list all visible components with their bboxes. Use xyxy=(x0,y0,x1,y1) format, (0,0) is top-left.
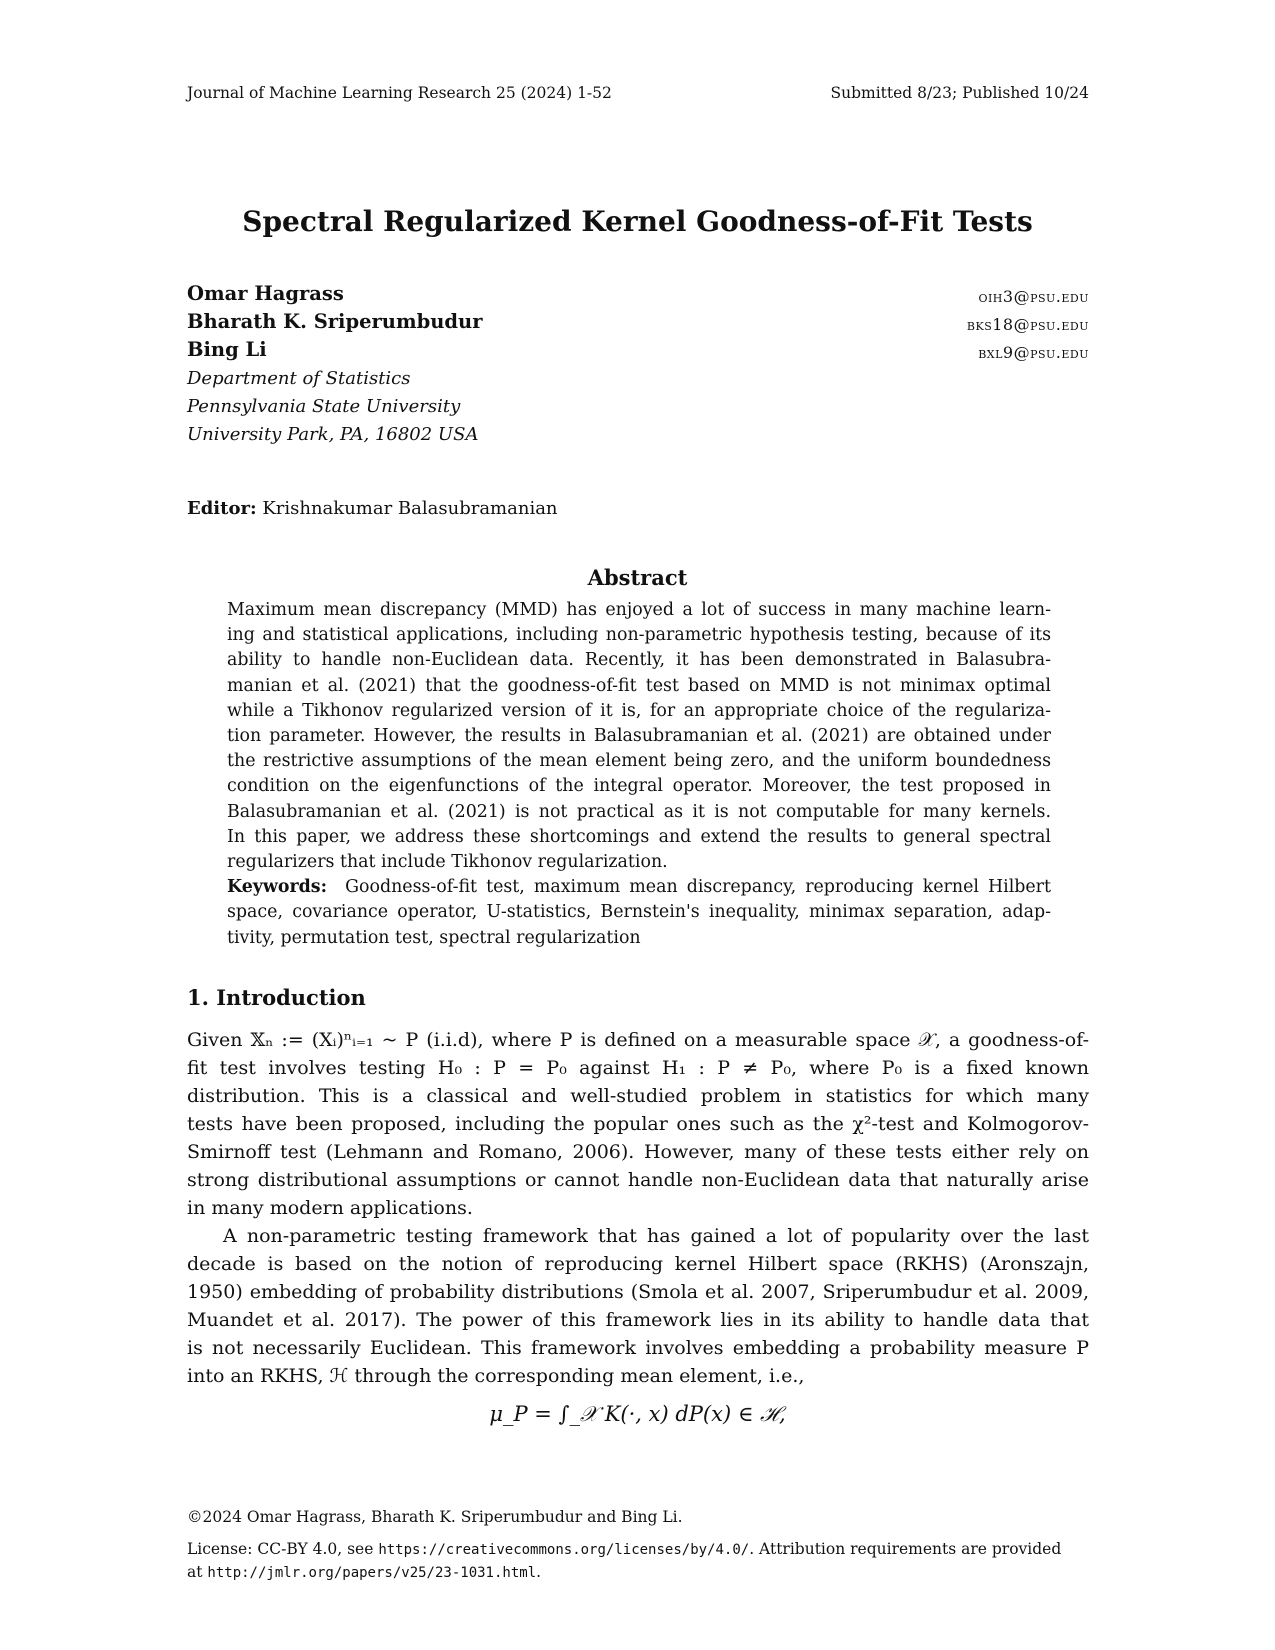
body-line: Muandet et al. 2017). The power of this framework lies in its ability to handle data that xyxy=(187,1309,1089,1331)
body-line: in many modern applications. xyxy=(187,1197,473,1219)
abstract-line: regularizers that include Tikhonov regularization. xyxy=(227,852,668,873)
affiliation-line: Pennsylvania State University xyxy=(187,396,461,417)
abstract-line: ability to handle non-Euclidean data. Recently, it has been demonstrated in Balasubra- xyxy=(227,650,1051,671)
editor-line xyxy=(187,498,558,519)
affiliation-line: Department of Statistics xyxy=(187,368,411,389)
keywords-line: space, covariance operator, U-statistics, Bernstein's inequality, minimax separation, adap- xyxy=(227,902,1051,923)
abstract-line: manian et al. (2021) that the goodness-of-fit test based on MMD is not minimax optimal xyxy=(227,675,1051,696)
body-line: Smirnoff test (Lehmann and Romano, 2006). However, many of these tests either rely on xyxy=(187,1141,1089,1163)
author-emails xyxy=(967,283,1089,367)
abstract-line: Balasubramanian et al. (2021) is not practical as it is not computable for many kernels. xyxy=(227,801,1051,822)
abstract-body xyxy=(227,598,1051,951)
abstract-line: condition on the eigenfunctions of the integral operator. Moreover, the test proposed in xyxy=(227,776,1051,797)
paper-title: Spectral Regularized Kernel Goodness-of-Fit Tests xyxy=(242,205,1033,238)
body-line: A non-parametric testing framework that has gained a lot of popularity over the last xyxy=(223,1225,1089,1247)
abstract-line: Maximum mean discrepancy (MMD) has enjoyed a lot of success in many machine learn- xyxy=(227,600,1051,620)
author-name: Omar Hagrass xyxy=(187,282,344,305)
keywords-label: Keywords: xyxy=(227,877,328,898)
author-email[interactable]: oih3@psu.edu xyxy=(978,287,1089,306)
license-text: . xyxy=(536,1563,542,1581)
author-name: Bing Li xyxy=(187,338,267,361)
keywords-line: tivity, permutation test, spectral regularization xyxy=(227,927,641,948)
body-line: 1950) embedding of probability distributions (Smola et al. 2007, Sriperumbudur et al. 2009, xyxy=(187,1281,1089,1303)
license-notice xyxy=(187,1538,1089,1584)
license-text: License: CC-BY 4.0, see xyxy=(187,1540,379,1558)
abstract-line: ing and statistical applications, including non-parametric hypothesis testing, because of its xyxy=(227,625,1051,646)
author-list xyxy=(187,280,483,364)
keywords-line xyxy=(227,875,1051,900)
body-line: Given 𝕏ₙ := (Xᵢ)ⁿᵢ₌₁ ~ P (i.i.d), where P is defined on a measurable space 𝒳, a goodness-of- xyxy=(187,1029,1089,1051)
submission-dates: Submitted 8/23; Published 10/24 xyxy=(830,84,1089,102)
copyright-notice: ©2024 Omar Hagrass, Bharath K. Sriperumbudur and Bing Li. xyxy=(187,1508,683,1526)
keywords-text: Goodness-of-fit test, maximum mean discrepancy, reproducing kernel Hilbert xyxy=(345,877,1051,898)
intro-body xyxy=(187,1026,1089,1390)
affiliation xyxy=(187,365,478,449)
editor-name: Krishnakumar Balasubramanian xyxy=(262,498,558,519)
abstract-line: while a Tikhonov regularized version of it is, for an appropriate choice of the regulariza- xyxy=(227,700,1051,721)
author-name: Bharath K. Sriperumbudur xyxy=(187,310,483,333)
body-line: distribution. This is a classical and well-studied problem in statistics for which many xyxy=(187,1085,1089,1107)
abstract-line: the restrictive assumptions of the mean element being zero, and the uniform boundedness xyxy=(227,751,1051,772)
affiliation-line: University Park, PA, 16802 USA xyxy=(187,424,479,445)
abstract-line: tion parameter. However, the results in Balasubramanian et al. (2021) are obtained under xyxy=(227,726,1051,747)
section-heading: 1. Introduction xyxy=(187,985,366,1010)
body-line: decade is based on the notion of reproducing kernel Hilbert space (RKHS) (Aronszajn, xyxy=(187,1253,1089,1275)
abstract-line: In this paper, we address these shortcomings and extend the results to general spectral xyxy=(227,826,1051,847)
editor-label: Editor: xyxy=(187,498,257,519)
license-text: . Attribution requirements are provided xyxy=(749,1540,1062,1558)
body-line: strong distributional assumptions or cannot handle non-Euclidean data that naturally arise xyxy=(187,1169,1089,1191)
abstract-heading: Abstract xyxy=(587,565,688,590)
body-line: fit test involves testing H₀ : P = P₀ against H₁ : P ≠ P₀, where P₀ is a fixed known xyxy=(187,1057,1089,1079)
license-text: at xyxy=(187,1563,208,1581)
body-line: is not necessarily Euclidean. This framework involves embedding a probability measure P xyxy=(187,1337,1089,1359)
body-line: tests have been proposed, including the popular ones such as the χ²-test and Kolmogorov- xyxy=(187,1113,1089,1135)
author-email[interactable]: bks18@psu.edu xyxy=(966,315,1089,334)
journal-header: Journal of Machine Learning Research 25 (2024) 1-52 xyxy=(187,84,612,102)
author-email[interactable]: bxl9@psu.edu xyxy=(978,343,1089,362)
paper-link[interactable]: http://jmlr.org/papers/v25/23-1031.html xyxy=(207,1565,537,1581)
body-line: into an RKHS, ℋ through the corresponding mean element, i.e., xyxy=(187,1365,805,1387)
mean-element-equation: μ_P = ∫_𝒳 K(·, x) dP(x) ∈ ℋ, xyxy=(489,1402,786,1426)
license-link[interactable]: https://creativecommons.org/licenses/by/4.0/ xyxy=(378,1542,750,1558)
